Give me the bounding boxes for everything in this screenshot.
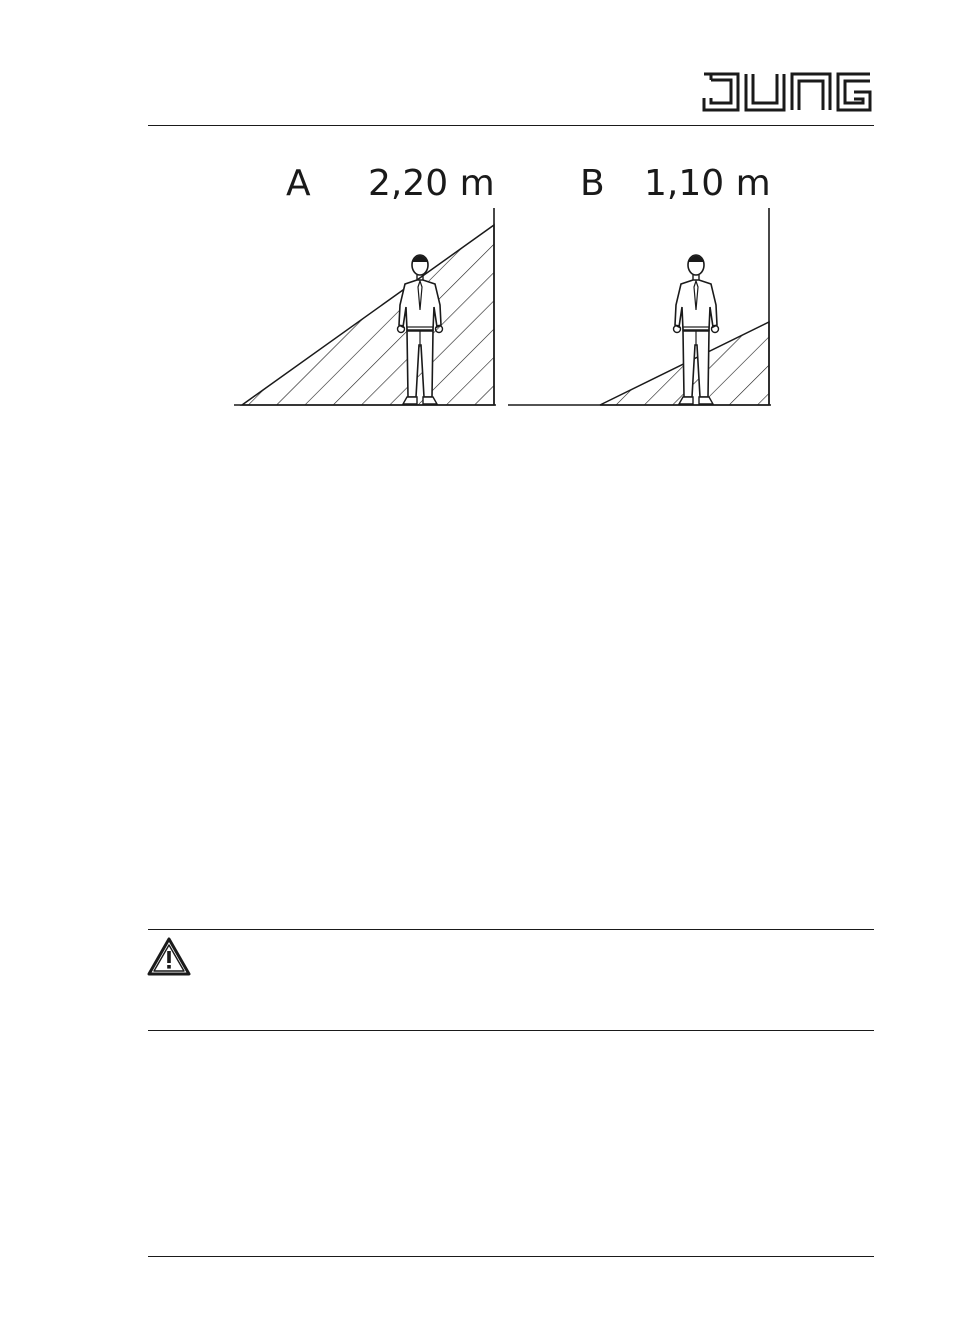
warning-rule-top	[148, 929, 874, 930]
panel-b-height: 1,10 m	[644, 163, 771, 204]
panel-a-height: 2,20 m	[368, 163, 495, 204]
header-rule	[148, 125, 874, 126]
jung-logo	[700, 70, 874, 114]
panel-b	[508, 163, 771, 405]
warning-triangle-icon	[146, 936, 192, 978]
panel-a-label: A	[286, 163, 311, 204]
warning-rule-bottom	[148, 1030, 874, 1031]
panel-a-detection-zone	[242, 225, 494, 405]
panel-a	[234, 163, 496, 405]
panel-b-label: B	[580, 163, 605, 204]
footer-rule	[148, 1256, 874, 1257]
mounting-height-figure	[220, 150, 790, 420]
